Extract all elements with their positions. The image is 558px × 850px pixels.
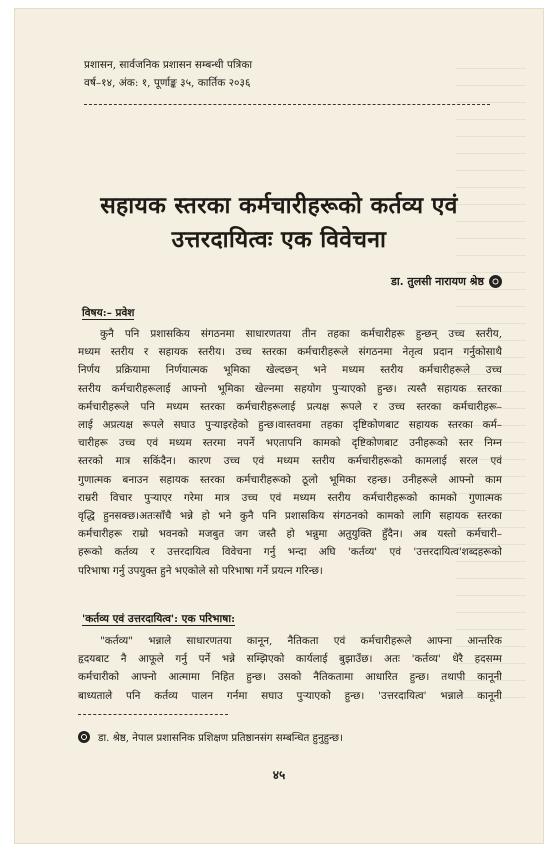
paragraph-line: हृदयबाट नै आफूले गर्नु पर्ने भन्ने सम्झिएको कार्यलाई बुझाउँछ। अतः 'कर्तव्य' धेरै हदसम्म xyxy=(78,653,502,666)
paragraph-line: राम्ररी विचार पुऱ्याएर गरेमा मात्र उच्च एवं मध्यम स्तरीय कर्मचारीहरूको कामको गुणात्मक xyxy=(78,491,502,504)
page-number: ४५ xyxy=(272,768,286,782)
paragraph-line: वृद्धि हुनसक्छ।अतःसाँचै भन्ने हो भने कुनै पनि प्रशासकिय संगठनको कामको लागि सहायक स्तरका xyxy=(78,510,502,523)
journal-name: प्रशासन, सार्वजनिक प्रशासन सम्बन्धी पत्रिका xyxy=(84,59,253,71)
paragraph-line: स्तरको मात्र सकिंदैन। कारण उच्च एवं मध्यम स्तरीय कर्मचारीहरूको कामलाई सरल एवं xyxy=(78,455,502,468)
paragraph-line: चारीहरू उच्च एवं मध्यम स्तरमा नपर्ने भएतापनि कामको दृष्टिकोणबाट उनीहरूको स्तर निम्न xyxy=(78,437,502,450)
paragraph-definition xyxy=(78,632,502,705)
paragraph-line: "कर्तव्य" भन्नाले साधारणतया कानून, नैतिकता एवं कर्मचारीहरूले आफ्ना आन्तरिक xyxy=(100,635,502,647)
flower-ornament-icon xyxy=(78,731,90,743)
document-page xyxy=(14,8,544,844)
paragraph-line: बाध्यताले पनि कर्तव्य पालन गर्नमा सघाउ पुऱ्याएको हुन्छ। 'उत्तरदायित्व' भन्नाले कानूनी xyxy=(78,689,502,702)
section-heading-definition: 'कर्तव्य एवं उत्तरदायित्व': एक परिभाषा: xyxy=(82,613,235,625)
paragraph-intro xyxy=(78,325,502,580)
article-title-line-1: सहायक स्तरका कर्मचारीहरूको कर्तव्य एवं xyxy=(100,193,458,219)
footnote-text: डा. श्रेष्ठ, नेपाल प्रशासनिक प्रशिक्षण प्रतिष्ठानसंग सम्बन्धित हुनुहुन्छ। xyxy=(98,733,343,744)
paragraph-line: कर्मचारीहरूले पनि मध्यम स्तरका कर्मचारीहरूलाई प्रत्यक्ष रूपले र उच्च स्तरका कर्मचारीहरू– xyxy=(78,400,502,413)
paragraph-line: हरूको कर्तव्य र उत्तरदायित्व विवेचना गर्नु भन्दा अघि 'कर्तव्य' एवं 'उत्तरदायित्व'शब्दहरूको xyxy=(78,546,502,559)
author-byline xyxy=(391,274,502,289)
article-title-line-2: उत्तरदायित्वः एक विवेचना xyxy=(171,227,387,253)
flower-ornament-icon xyxy=(489,275,502,288)
paragraph-line: मध्यम स्तरीय र सहायक स्तरीय। उच्च स्तरका कर्मचारीहरूले संगठनमा नेतृत्व प्रदान गर्नुकोसाथै xyxy=(78,346,502,359)
footnote xyxy=(78,730,343,744)
paragraph-line: परिभाषा गर्नु उपयुक्त हुने भएकोले सो परिभाषा गर्ने प्रयत्न गरिन्छ। xyxy=(78,564,323,577)
paragraph-line: कर्मचारीको आफ्नो आत्मामा निहित हुन्छ। उसको नैतिकतामा आधारित हुन्छ। तथापी कानूनी xyxy=(78,671,502,684)
header-divider xyxy=(84,104,490,105)
section-heading-intro: विषय:– प्रवेश xyxy=(82,307,135,319)
paragraph-line: लाई अप्रत्यक्ष रूपले सघाउ पुऱ्याइरहेको हुन्छ।वास्तवमा तहका दृष्टिकोणबाट सहायक स्तरका कर्म– xyxy=(78,419,502,432)
journal-header xyxy=(84,56,252,92)
footnote-divider xyxy=(78,714,228,715)
journal-issue: वर्ष–१४, अंक: १, पूर्णाङ्क ३५, कार्तिक २०३६ xyxy=(84,77,251,89)
paragraph-line: स्तरीय कर्मचारीहरूलाई आफ्नो भूमिका खेल्नमा सहयोग पुऱ्याएको हुन्छ। त्यस्तै सहायक स्तरका xyxy=(78,382,502,395)
paragraph-line: गुणात्मक बनाउन सहायक स्तरका कर्मचारीहरूको ठूलो भूमिका रहन्छ। उनीहरूले आफ्नो काम xyxy=(78,473,502,486)
author-name: डा. तुलसी नारायण श्रेष्ठ xyxy=(391,275,484,288)
paragraph-line: कर्मचारीहरू राम्रो भवनको मजबुत जग जस्तै हो भन्नुमा अतुयुक्ति हुँदैन। अब यस्तो कर्मचारी– xyxy=(78,528,502,541)
paragraph-line: निर्णय प्रक्रियामा निर्णयात्मक भूमिका खेल्दछन् भने मध्यम स्तरीय कर्मचारीहरूले उच्च xyxy=(78,364,502,377)
paragraph-line: कुनै पनि प्रशासकिय संगठनमा साधारणतया तीन तहका कर्मचारीहरू हुन्छन् उच्च स्तरीय, xyxy=(100,328,502,340)
